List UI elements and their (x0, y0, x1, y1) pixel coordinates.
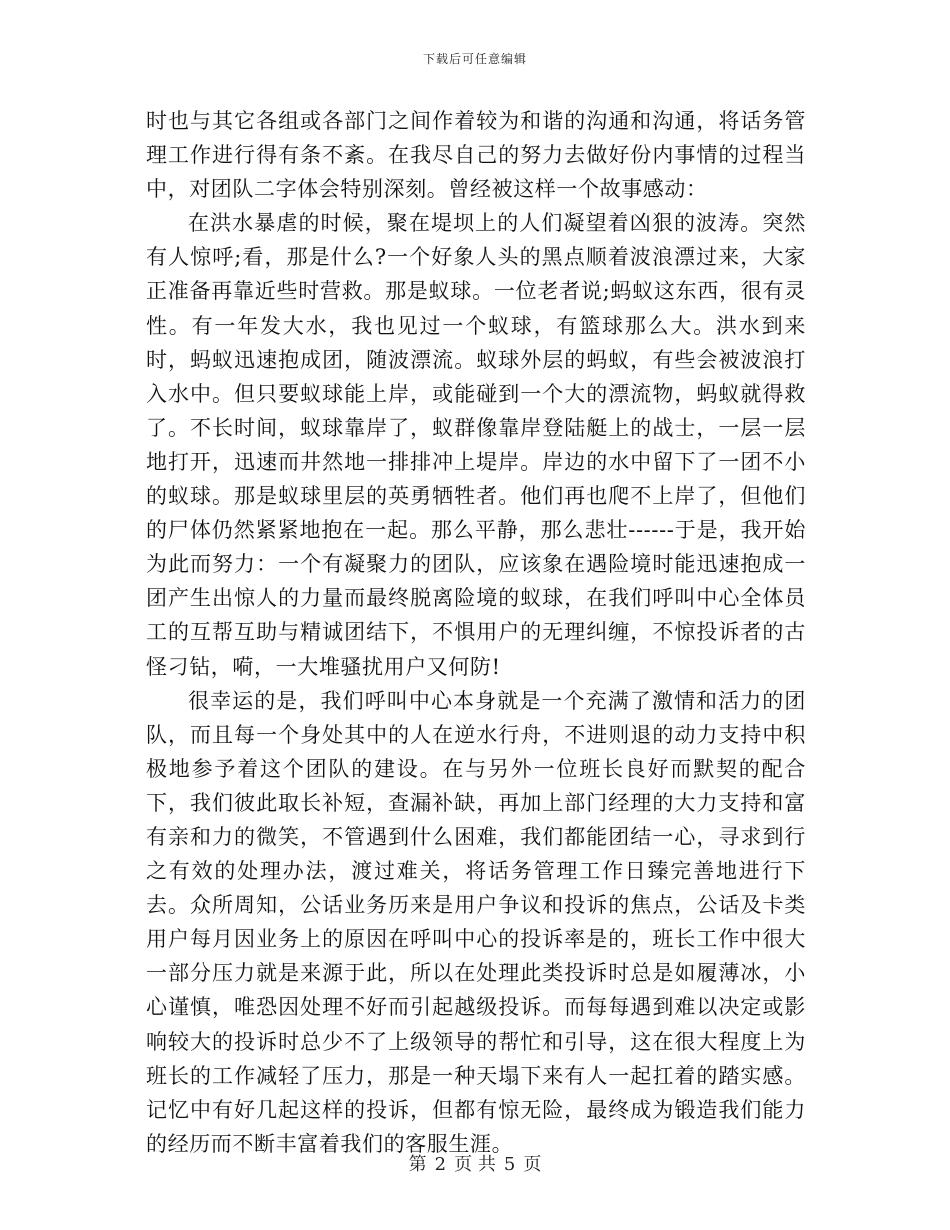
page-header: 下载后可任意编辑 (422, 52, 527, 66)
footer-middle: 页 共 (454, 1154, 496, 1175)
document-body (146, 104, 806, 1161)
total-pages: 5 (503, 1154, 516, 1175)
footer-suffix: 页 (523, 1154, 542, 1175)
paragraph-2: 在洪水暴虐的时候，聚在堤坝上的人们凝望着凶狠的波涛。突然有人惊呼;看，那是什么?一个好象人头的黑点顺着波浪漂过来，大家正准备再靠近些时营救。那是蚁球。一位老者说;蚂蚁这东西，很有灵性。有一年发大水，我也见过一个蚁球，有篮球那么大。洪水到来时，蚂蚁迅速抱成团，随波漂流。蚁球外层的蚂蚁，有些会被波浪打入水中。但只要蚁球能上岸，或能碰到一个大的漂流物，蚂蚁就得救了。不长时间，蚁球靠岸了，蚁群像靠岸登陆艇上的战士，一层一层地打开，迅速而井然地一排排冲上堤岸。岸边的水中留下了一团不小的蚁球。那是蚁球里层的英勇牺牲者。他们再也爬不上岸了，但他们的尸体仍然紧紧地抱在一起。那么平静，那么悲壮------于是，我开始为此而努力：一个有凝聚力的团队，应该象在遇险境时能迅速抱成一团产生出惊人的力量而最终脱离险境的蚁球，在我们呼叫中心全体员工的互帮互助与精诚团结下，不惧用户的无理纠缠，不惊投诉者的古怪刁钻，嗬，一大堆骚扰用户又何防! (146, 211, 806, 679)
paragraph-1: 时也与其它各组或各部门之间作着较为和谐的沟通和沟通，将话务管理工作进行得有条不紊。在我尽自己的努力去做好份内事情的过程当中，对团队二字体会特别深刻。曾经被这样一个故事感动： (146, 109, 806, 202)
page-footer (0, 1153, 950, 1177)
paragraph-3: 很幸运的是，我们呼叫中心本身就是一个充满了激情和活力的团队，而且每一个身处其中的人在逆水行舟，不进则退的动力支持中积极地参予着这个团队的建设。在与另外一位班长良好而默契的配合下，我们彼此取长补短，查漏补缺，再加上部门经理的大力支持和富有亲和力的微笑，不管遇到什么困难，我们都能团结一心，寻求到行之有效的处理办法，渡过难关，将话务管理工作日臻完善地进行下去。众所周知，公话业务历来是用户争议和投诉的焦点，公话及卡类用户每月因业务上的原因在呼叫中心的投诉率是的，班长工作中很大一部分压力就是来源于此，所以在处理此类投诉时总是如履薄冰，小心谨慎，唯恐因处理不好而引起越级投诉。而每每遇到难以决定或影响较大的投诉时总少不了上级领导的帮忙和引导，这在很大程度上为班长的工作减轻了压力，那是一种天塌下来有人一起扛着的踏实感。记忆中有好几起这样的投诉，但都有惊无险，最终成为锻造我们能力的经历而不断丰富着我们的客服生涯。 (146, 688, 806, 1156)
page-number: 2 (434, 1154, 447, 1175)
footer-prefix: 第 (408, 1154, 427, 1175)
